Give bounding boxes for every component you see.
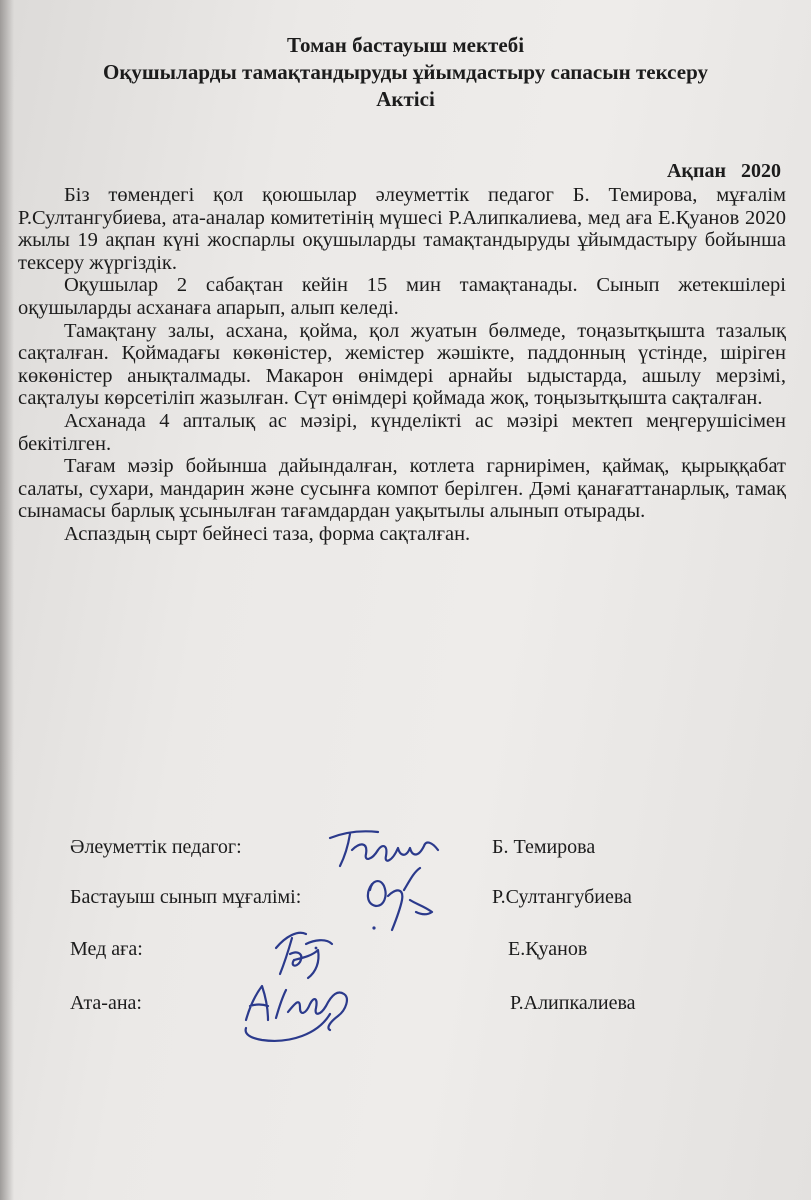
document-header	[0, 32, 811, 113]
signatory-name: Р.Султангубиева	[492, 886, 632, 908]
paragraph: Біз төмендегі қол қоюшылар әлеуметтік педагог Б. Темирова, мұғалім Р.Султангубиева, ата-аналар комитетінің мүшесі Р.Алипкалиева, мед аға Е.Қуанов 2020 жылы 19 ақпан күні жоспарлы оқушыларды тамақтандыруды ұйымдастыру бойынша тексеру жүргіздік.	[18, 184, 786, 274]
paragraph: Тамақтану залы, асхана, қойма, қол жуатын бөлмеде, тоңазытқышта тазалық сақталған. Қоймадағы көкөністер, жемістер жәшікте, паддонның үстінде, шіріген көкөністер анықталмады. Макарон өнімдері арнайы ыдыстарда, ашылу мерзімі, сақталуы көрсетіліп жазылған. Сүт өнімдері қоймада жоқ, тоңызытқышта сақталған.	[18, 319, 786, 410]
document-body	[18, 184, 786, 546]
signature-alipkalieva	[246, 986, 347, 1041]
signature-kuanov	[276, 933, 332, 978]
paragraph: Оқушылар 2 сабақтан кейін 15 мин тамақтанады. Сынып жетекшілері оқушыларды асханаға апарып, алып келеді.	[18, 274, 786, 319]
paragraph: Аспаздың сырт бейнесі таза, форма сақталған.	[64, 522, 471, 545]
signature-temirova	[330, 831, 438, 866]
signatory-role: Әлеуметтік педагог:	[70, 836, 242, 858]
document-subject: Оқушыларды тамақтандыруды ұйымдастыру сапасын тексеру	[103, 60, 708, 84]
signature-sultangubieva	[368, 868, 432, 930]
document-type: Актісі	[376, 87, 435, 111]
paragraph: Асханада 4 апталық ас мәзірі, күнделікті ас мәзірі мектеп меңгерушісімен бекітілген.	[18, 409, 786, 455]
signatory-name: Е.Қуанов	[508, 938, 588, 960]
signatory-role: Ата-ана:	[70, 992, 142, 1014]
signatory-role: Бастауыш сынып мұғалімі:	[70, 886, 302, 908]
school-name: Томан бастауыш мектебі	[286, 33, 525, 57]
signatory-name: Р.Алипкалиева	[510, 992, 636, 1014]
paragraph: Тағам мәзір бойынша дайындалған, котлета гарнирімен, қаймақ, қырыққабат салаты, сухари, мандарин және сусынға компот берілген. Дәмі қанағаттанарлық, тамақ сынамасы барлық ұсынылған тағамдардан уақытылы алынып отырады.	[18, 455, 786, 523]
document-date: Ақпан 2020	[666, 160, 781, 182]
page-shadow	[0, 0, 14, 1200]
signatory-name: Б. Темирова	[492, 836, 596, 858]
signatory-role: Мед аға:	[70, 938, 143, 960]
